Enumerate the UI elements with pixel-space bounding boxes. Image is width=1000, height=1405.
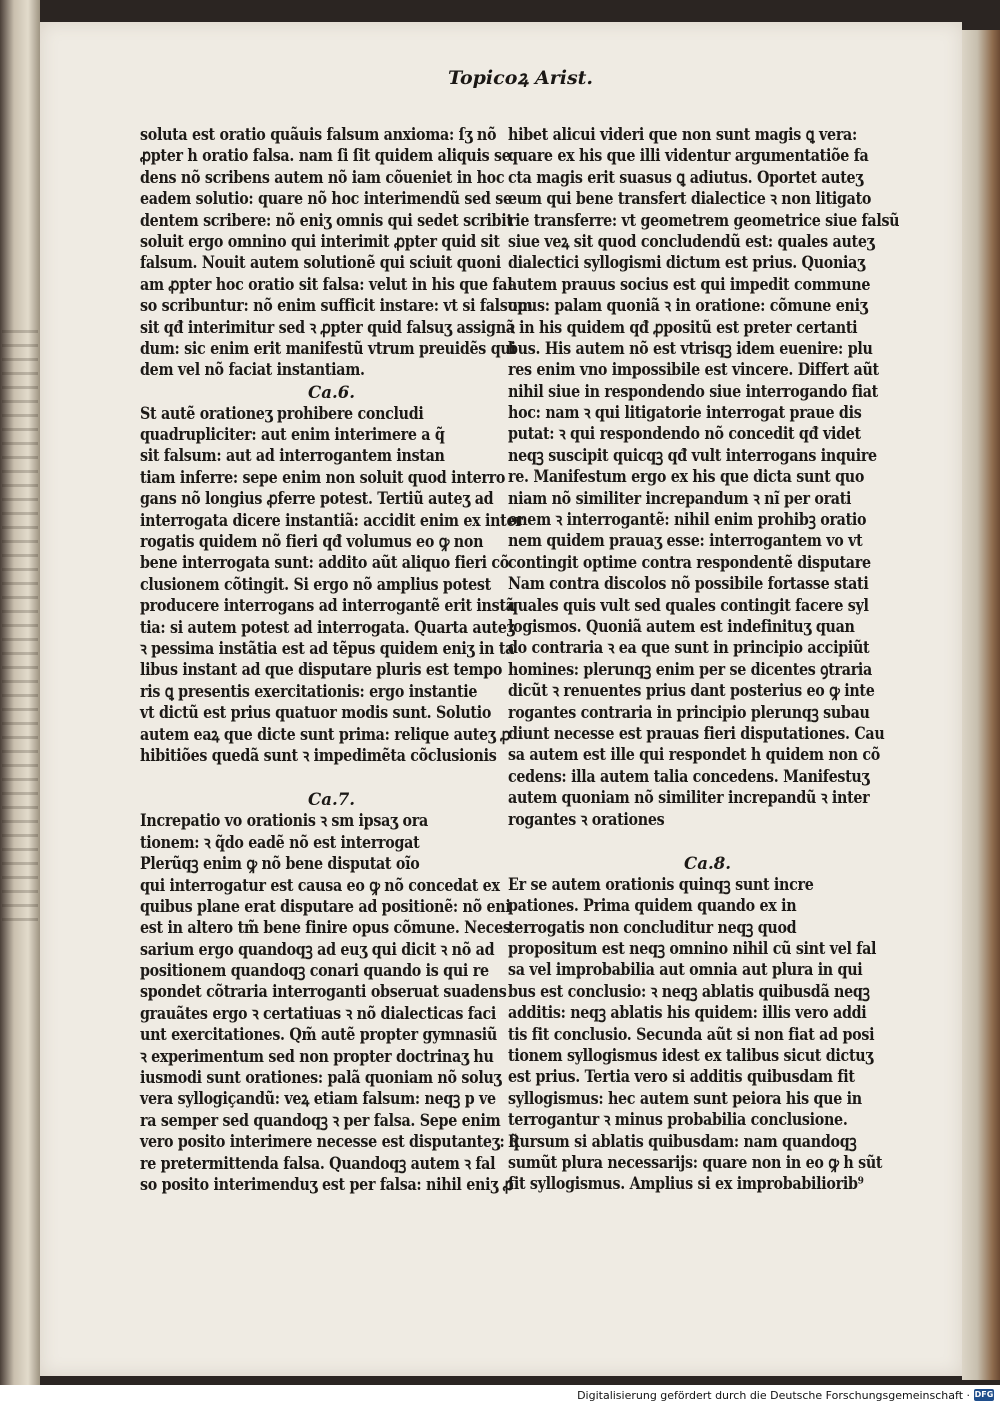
right-text-line: eum qui bene transfert dialectice ꝛ non litigato (508, 188, 872, 209)
left-text-line: dens nõ scribens autem nõ iam cõueniet in hoc (140, 166, 505, 187)
right-text-line: syllogismus: hec autem sunt peiora his que in (508, 1087, 862, 1108)
right-text-line: do contraria ꝛ ea que sunt in principio accipiũt (508, 637, 870, 658)
left-text-line: dentem scribere: nõ eniʒ omnis qui sedet scribit (140, 209, 513, 230)
right-text-line: est prius. Tertia vero si additis quibusdam fit (508, 1066, 855, 1087)
left-text-line: unt exercitationes. Qm̃ autẽ propter gymnasiũ (140, 1024, 497, 1045)
right-page-edge (962, 30, 1000, 1380)
right-text-line: logismos. Quoniã autem est indefinituʒ quan (508, 615, 855, 636)
left-text-line: tiam inferre: sepe enim non soluit quod interro (140, 466, 506, 487)
right-text-line: res enim vno impossibile est vincere. Differt aũt (508, 359, 879, 380)
left-text-line: vera syllogiçandũ: veꝝ etiam falsum: neqꝫ p ve (140, 1088, 496, 1109)
left-text-line: ris ꝗ presentis exercitationis: ergo instantie (140, 680, 478, 701)
left-text-line: bene interrogata sunt: addito aũt aliquo fieri cõ (140, 552, 509, 573)
right-text-line: bus. His autem nõ est vtrisqꝫ idem euenire: plu (508, 337, 873, 358)
left-text-line: sarium ergo quandoqꝫ ad euʒ qui dicit ꝛ nõ ad (140, 938, 495, 959)
right-text-line: fit syllogismus. Amplius si ex improbabiliorib⁹ (508, 1173, 864, 1194)
left-text-line: St autẽ orationeʒ prohibere concludi (140, 402, 424, 423)
right-text-line: sa vel improbabilia aut omnia aut plura in qui (508, 959, 863, 980)
right-text-line: autem prauus socius est qui impedit commune (508, 273, 871, 294)
left-text-line: quibus plane erat disputare ad positionẽ: nõ eni (140, 895, 511, 916)
right-text-line: propositum est neqꝫ omnino nihil cũ sint vel fal (508, 938, 877, 959)
right-text-line: Rursum si ablatis quibusdam: nam quandoqꝫ (508, 1130, 857, 1151)
right-text-line: hibet alicui videri que non sunt magis ꝗ vera: (508, 124, 857, 144)
right-text-line: homines: plerunqꝫ enim per se dicentes ꝯtraria (508, 658, 872, 679)
left-text-line: Increpatio vo orationis ꝛ sm ipsaʒ ora (140, 810, 428, 831)
left-text-line: libus instant ad que disputare pluris est tempo (140, 659, 503, 680)
right-text-line: diunt necesse est prauas fieri disputationes. Cau (508, 722, 885, 743)
left-text-line: clusionem cõtingit. Si ergo nõ amplius potest (140, 573, 491, 594)
right-text-line: nem quidem prauaʒ esse: interrogantem vo vt (508, 530, 863, 551)
left-text-line: ꝛ experimentum sed non propter doctrinaʒ hu (140, 1045, 494, 1066)
left-text-line: qui interrogatur est causa eo ꝙ nõ concedat ex (140, 874, 500, 895)
left-text-line: interrogata dicere instantiã: accidit enim ex inter (140, 509, 523, 530)
right-text-line: putat: ꝛ qui respondendo nõ concedit qđ videt (508, 423, 861, 444)
right-text-line: additis: neqꝫ ablatis his quidem: illis vero addi (508, 1002, 867, 1023)
left-text-line: sit falsum: aut ad interrogantem instan (140, 445, 445, 466)
left-text-line: spondet cõtraria interroganti obseruat suadens (140, 981, 507, 1002)
dfg-logo: DFG (974, 1390, 994, 1399)
right-spacer (508, 830, 860, 852)
right-text-line: rie transferre: vt geometrem geometrice siue falsũ (508, 209, 900, 230)
right-text-line: terrogatis non concluditur neqꝫ quod (508, 916, 797, 937)
left-text-line: iusmodi sunt orationes: palã quoniam nõ soluʒ (140, 1067, 502, 1088)
right-text-line: contingit optime contra respondentẽ disputare (508, 551, 871, 572)
left-text-line: tionem: ꝛ q̃do eadẽ nõ est interrogat (140, 831, 420, 852)
right-text-line: quare ex his que illi videntur argumentatiõe fa (508, 145, 869, 166)
left-text-line: ꝓpter h oratio falsa. nam ſi ſit quidem aliquis se (140, 145, 511, 166)
left-text-line: est in altero tm̃ bene finire opus cõmune. Neces (140, 917, 511, 938)
right-text-line: onem ꝛ interrogantẽ: nihil enim prohibꝫ oratio (508, 509, 867, 530)
right-text-line: re. Manifestum ergo ex his que dicta sunt quo (508, 466, 865, 487)
right-text-line: terrogantur ꝛ minus probabilia conclusione. (508, 1109, 848, 1130)
right-text-line: niam nõ similiter increpandum ꝛ nĩ per orati (508, 487, 852, 508)
left-text-line: falsum. Nouit autem solutionẽ qui sciuit quoni (140, 252, 501, 273)
right-text-line: autem quoniam nõ similiter increpandũ ꝛ inter (508, 787, 870, 808)
right-text-line: Er se autem orationis quinqꝫ sunt incre (508, 873, 814, 894)
left-text-line: dem vel nõ faciat instantiam. (140, 359, 365, 380)
right-text-line: tis fit conclusio. Secunda aũt si non fiat ad posi (508, 1023, 875, 1044)
right-text-line: pationes. Prima quidem quando ex in (508, 895, 797, 916)
right-text-line: neqꝫ suscipit quicqꝫ qđ vult interrogans inquire (508, 444, 877, 465)
right-text-line: nihil siue in respondendo siue interrogando fiat (508, 380, 878, 401)
left-chapter-heading: Ca.7. (308, 789, 356, 810)
left-text-line: rogatis quidem nõ fieri qđ volumus eo ꝙ non (140, 531, 484, 552)
left-text-line: hibitiões quedã sunt ꝛ impedimẽta cõclusionis (140, 744, 497, 765)
right-text-line: rogantes ꝛ orationes (508, 808, 665, 829)
right-text-line: ꝛ in his quidem qđ ꝓpositũ est preter certanti (508, 316, 858, 337)
footer-bar (0, 1385, 1000, 1404)
left-spacer (140, 766, 500, 788)
left-text-line: ra semper sed quandoqꝫ ꝛ per falsa. Sepe enim (140, 1109, 501, 1130)
right-text-line: rogantes contraria in principio plerunqꝫ subau (508, 701, 870, 722)
right-text-line: dialectici syllogismi dictum est prius. Quoniaʒ (508, 252, 865, 273)
left-text-line: so scribuntur: nõ enim sufficit instare: vt si falsum (140, 295, 533, 316)
footer-credit: Digitalisierung gefördert durch die Deutsche Forschungsgemeinschaft · (577, 1388, 970, 1402)
left-text-line: ꝛ pessima instãtia est ad tẽpus quidem eniʒ in ta (140, 637, 515, 658)
right-text-line: quales quis vult sed quales contingit facere syl (508, 594, 869, 615)
left-text-line: gans nõ longius ꝓferre potest. Tertiũ auteʒ ad (140, 488, 494, 509)
right-text-line: Nam contra discolos nõ possibile fortasse stati (508, 573, 869, 594)
right-text-column (508, 124, 900, 1195)
right-text-line: hoc: nam ꝛ qui litigatorie interrogat praue dis (508, 402, 862, 423)
left-text-line: vt dictũ est prius quatuor modis sunt. Solutio (140, 702, 492, 723)
right-text-line: siue veꝝ sit quod concludendũ est: quales auteʒ (508, 230, 875, 251)
left-text-line: positionem quandoqꝫ conari quando is qui re (140, 960, 489, 981)
left-chapter-heading: Ca.6. (308, 381, 356, 402)
left-page-bleed (2, 330, 38, 930)
right-text-line: cedens: illa autem talia concedens. Manifestuʒ (508, 765, 870, 786)
left-text-line: grauãtes ergo ꝛ certatiuas ꝛ nõ dialecticas faci (140, 1002, 497, 1023)
right-text-line: dicũt ꝛ renuentes prius dant posterius eo ꝙ inte (508, 680, 875, 701)
left-text-line: producere interrogans ad interrogantẽ erit instã (140, 595, 515, 616)
right-text-line: opus: palam quoniã ꝛ in oratione: cõmune eniʒ (508, 295, 868, 316)
right-chapter-heading: Ca.8. (684, 852, 732, 873)
right-text-line: sa autem est ille qui respondet h quidem non cõ (508, 744, 881, 765)
left-text-line: quadrupliciter: aut enim interimere a q̃ (140, 424, 445, 445)
left-text-line: sit qđ interimitur sed ꝛ ꝓpter quid falsuʒ assignã (140, 316, 515, 337)
right-text-line: bus est conclusio: ꝛ neqꝫ ablatis quibusdã neqꝫ (508, 980, 870, 1001)
left-text-line: tia: si autem potest ad interrogata. Quarta auteʒ (140, 616, 515, 637)
right-text-line: cta magis erit suasus ꝗ adiutus. Oportet auteʒ (508, 166, 864, 187)
left-text-line: autem eaꝝ que dicte sunt prima: relique auteʒ ꝓ (140, 723, 511, 744)
left-text-line: re pretermittenda falsa. Quandoqꝫ autem ꝛ fal (140, 1152, 496, 1173)
right-text-line: tionem syllogismus idest ex talibus sicut dictuʒ (508, 1045, 874, 1066)
left-text-line: dum: sic enim erit manifestũ vtrum preuidẽs qui (140, 337, 516, 358)
right-text-line: sumũt plura necessarijs: quare non in eo ꝙ h sũt (508, 1151, 883, 1172)
left-text-line: eadem solutio: quare nõ hoc interimendũ sed se (140, 188, 512, 209)
left-text-line: soluta est oratio quãuis falsum anxioma: ſʒ nõ (140, 124, 497, 144)
running-head: Topicoꝝ Arist. (448, 67, 594, 89)
left-text-line: Plerũqꝫ enim ꝙ nõ bene disputat oĩo (140, 853, 420, 874)
left-text-column (140, 124, 533, 1195)
left-text-line: am ꝓpter hoc oratio sit falsa: velut in his que fal (140, 273, 513, 294)
left-text-line: soluit ergo omnino qui interimit ꝓpter quid sit (140, 230, 500, 251)
left-text-line: vero posito interimere necesse est disputanteʒ: q̃ (140, 1131, 519, 1152)
left-text-line: so posito interimenduʒ est per falsa: nihil eniʒ ꝓ (140, 1173, 514, 1194)
